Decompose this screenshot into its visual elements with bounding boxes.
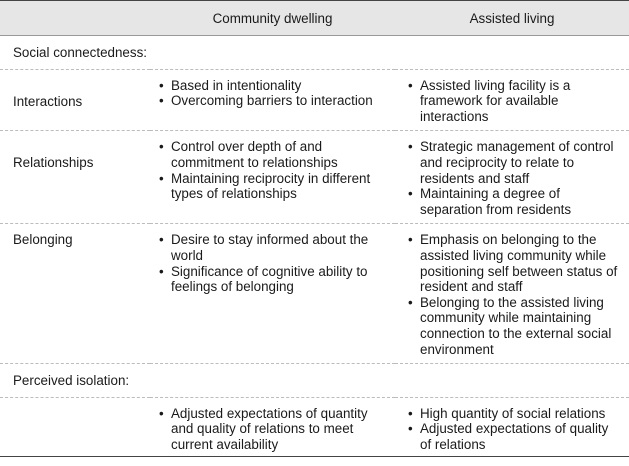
row-label: Relationships [0,131,150,224]
list-item [408,78,623,125]
community-cell [150,397,395,457]
list-item [159,406,389,453]
section-title: Social connectedness: [0,36,629,70]
assisted-cell [395,397,629,457]
list-item [408,421,623,452]
bullet-icon: • [408,294,413,310]
bullet-icon: • [159,170,164,186]
table-row-belonging [0,224,629,364]
bullet-icon: • [408,139,413,155]
list-item [408,406,623,422]
header-community-dwelling: Community dwelling [150,1,395,36]
assisted-cell [395,131,629,224]
list-item-text: Control over depth of and commitment to relationships [171,139,338,170]
list-item-text: Strategic management of control and reciprocity to relate to residents and staff [420,139,614,186]
bullet-icon: • [408,421,413,437]
assisted-cell [395,224,629,364]
list-item [159,171,389,202]
list-item-text: High quantity of social relations [420,405,606,421]
header-row [0,1,629,36]
list-item [408,295,623,357]
row-label [0,397,150,457]
list-item [159,232,389,263]
row-label: Interactions [0,69,150,131]
bullet-icon: • [159,263,164,279]
list-item-text: Significance of cognitive ability to feelings of belonging [171,263,368,295]
table-row-interactions [0,69,629,131]
header-empty [0,1,150,36]
bullet-icon: • [408,77,413,93]
list-item-text: Maintaining a degree of separation from residents [420,186,572,217]
table-row-relationships [0,131,629,224]
community-cell [150,224,395,364]
list-item [159,78,389,94]
list-item-text: Adjusted expectations of quantity and quality of relations to meet current availability [171,405,368,452]
bullet-icon: • [408,186,413,202]
section-title: Perceived isolation: [0,364,629,398]
list-item-text: Adjusted expectations of quality of relations [420,421,609,452]
bullet-icon: • [159,405,164,421]
list-item-text: Overcoming barriers to interaction [171,93,373,109]
bullet-icon: • [159,232,164,248]
bullet-icon: • [159,139,164,155]
assisted-cell [395,69,629,131]
list-item-text: Based in intentionality [171,77,302,93]
bullet-icon: • [408,405,413,421]
list-item [159,139,389,170]
bullet-icon: • [159,77,164,93]
row-label: Belonging [0,224,150,364]
community-cell [150,69,395,131]
list-item-text: Emphasis on belonging to the assisted living community while positioning self between status of resident and staff [420,232,618,295]
list-item [408,139,623,186]
list-item-text: Belonging to the assisted living community while maintaining connection to the external social environment [420,294,612,357]
list-item-text: Desire to stay informed about the world [171,232,369,263]
list-item-text: Assisted living facility is a framework for available interactions [420,77,571,124]
section-header-social-connectedness [0,36,629,70]
list-item-text: Maintaining reciprocity in different types of relationships [171,170,371,202]
list-item [159,264,389,295]
list-item [159,93,389,109]
section-header-perceived-isolation [0,364,629,398]
list-item [408,232,623,294]
table-row-perceived-isolation [0,397,629,457]
community-cell [150,131,395,224]
bullet-icon: • [159,93,164,109]
bullet-icon: • [408,232,413,248]
header-assisted-living: Assisted living [395,1,629,36]
list-item [408,186,623,217]
